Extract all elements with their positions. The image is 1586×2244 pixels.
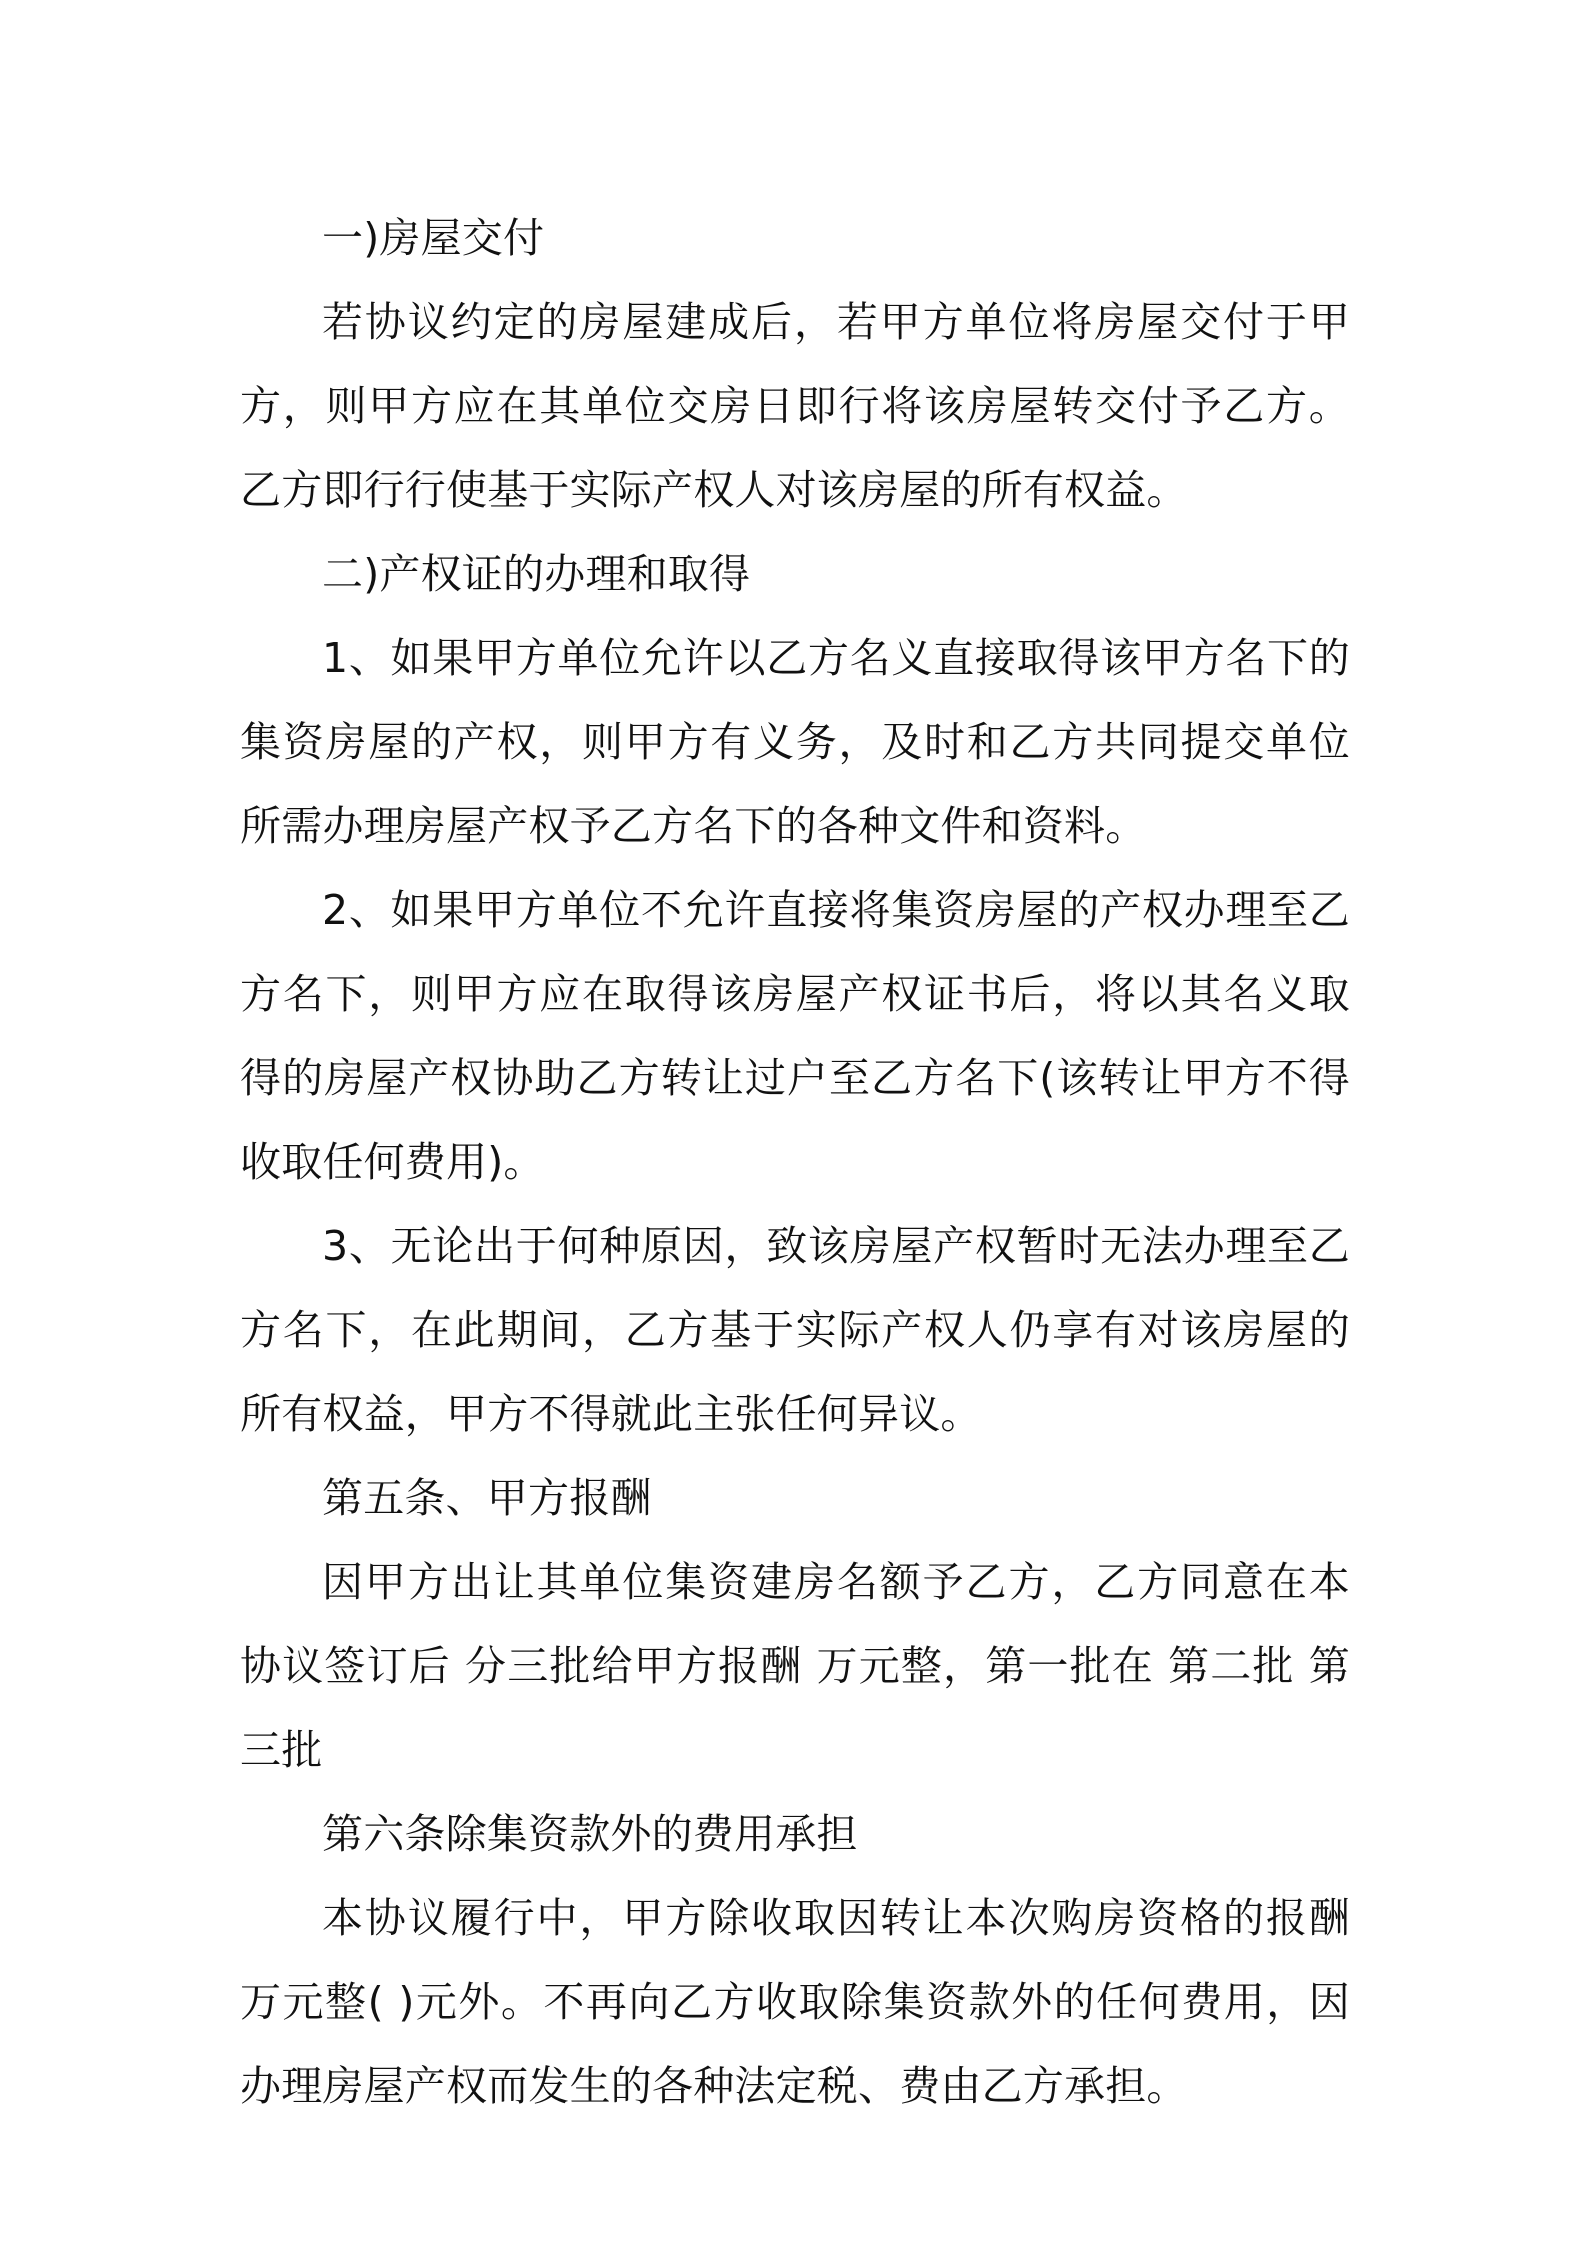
document-body bbox=[240, 196, 1350, 2128]
section-heading-property-certificate: 二)产权证的办理和取得 bbox=[322, 550, 751, 598]
paragraph-certificate-clause-2: 2、如果甲方单位不允许直接将集资房屋的产权办理至乙方名下，则甲方应在取得该房屋产权证书后，将以其名义取得的房屋产权协助乙方转让过户至乙方名下(该转让甲方不得收取任何费用)。 bbox=[240, 886, 1350, 1186]
paragraph-house-delivery-terms: 若协议约定的房屋建成后，若甲方单位将房屋交付于甲方，则甲方应在其单位交房日即行将该房屋转交付予乙方。乙方即行行使基于实际产权人对该房屋的所有权益。 bbox=[240, 298, 1350, 514]
paragraph-fee-bearing-terms: 本协议履行中，甲方除收取因转让本次购房资格的报酬 万元整( )元外。不再向乙方收取除集资款外的任何费用，因办理房屋产权而发生的各种法定税、费由乙方承担。 bbox=[240, 1894, 1350, 2110]
paragraph-remuneration-terms: 因甲方出让其单位集资建房名额予乙方，乙方同意在本协议签订后 分三批给甲方报酬 万元整，第一批在 第二批 第三批 bbox=[240, 1558, 1350, 1774]
paragraph-certificate-clause-3: 3、无论出于何种原因，致该房屋产权暂时无法办理至乙方名下，在此期间，乙方基于实际产权人仍享有对该房屋的所有权益，甲方不得就此主张任何异议。 bbox=[240, 1222, 1350, 1438]
section-heading-house-delivery: 一)房屋交付 bbox=[322, 214, 545, 262]
article-heading-6-fee-bearing: 第六条除集资款外的费用承担 bbox=[322, 1810, 858, 1858]
paragraph-certificate-clause-1: 1、如果甲方单位允许以乙方名义直接取得该甲方名下的集资房屋的产权，则甲方有义务，及时和乙方共同提交单位所需办理房屋产权予乙方名下的各种文件和资料。 bbox=[240, 634, 1350, 850]
article-heading-5-party-a-remuneration: 第五条、甲方报酬 bbox=[322, 1474, 652, 1522]
